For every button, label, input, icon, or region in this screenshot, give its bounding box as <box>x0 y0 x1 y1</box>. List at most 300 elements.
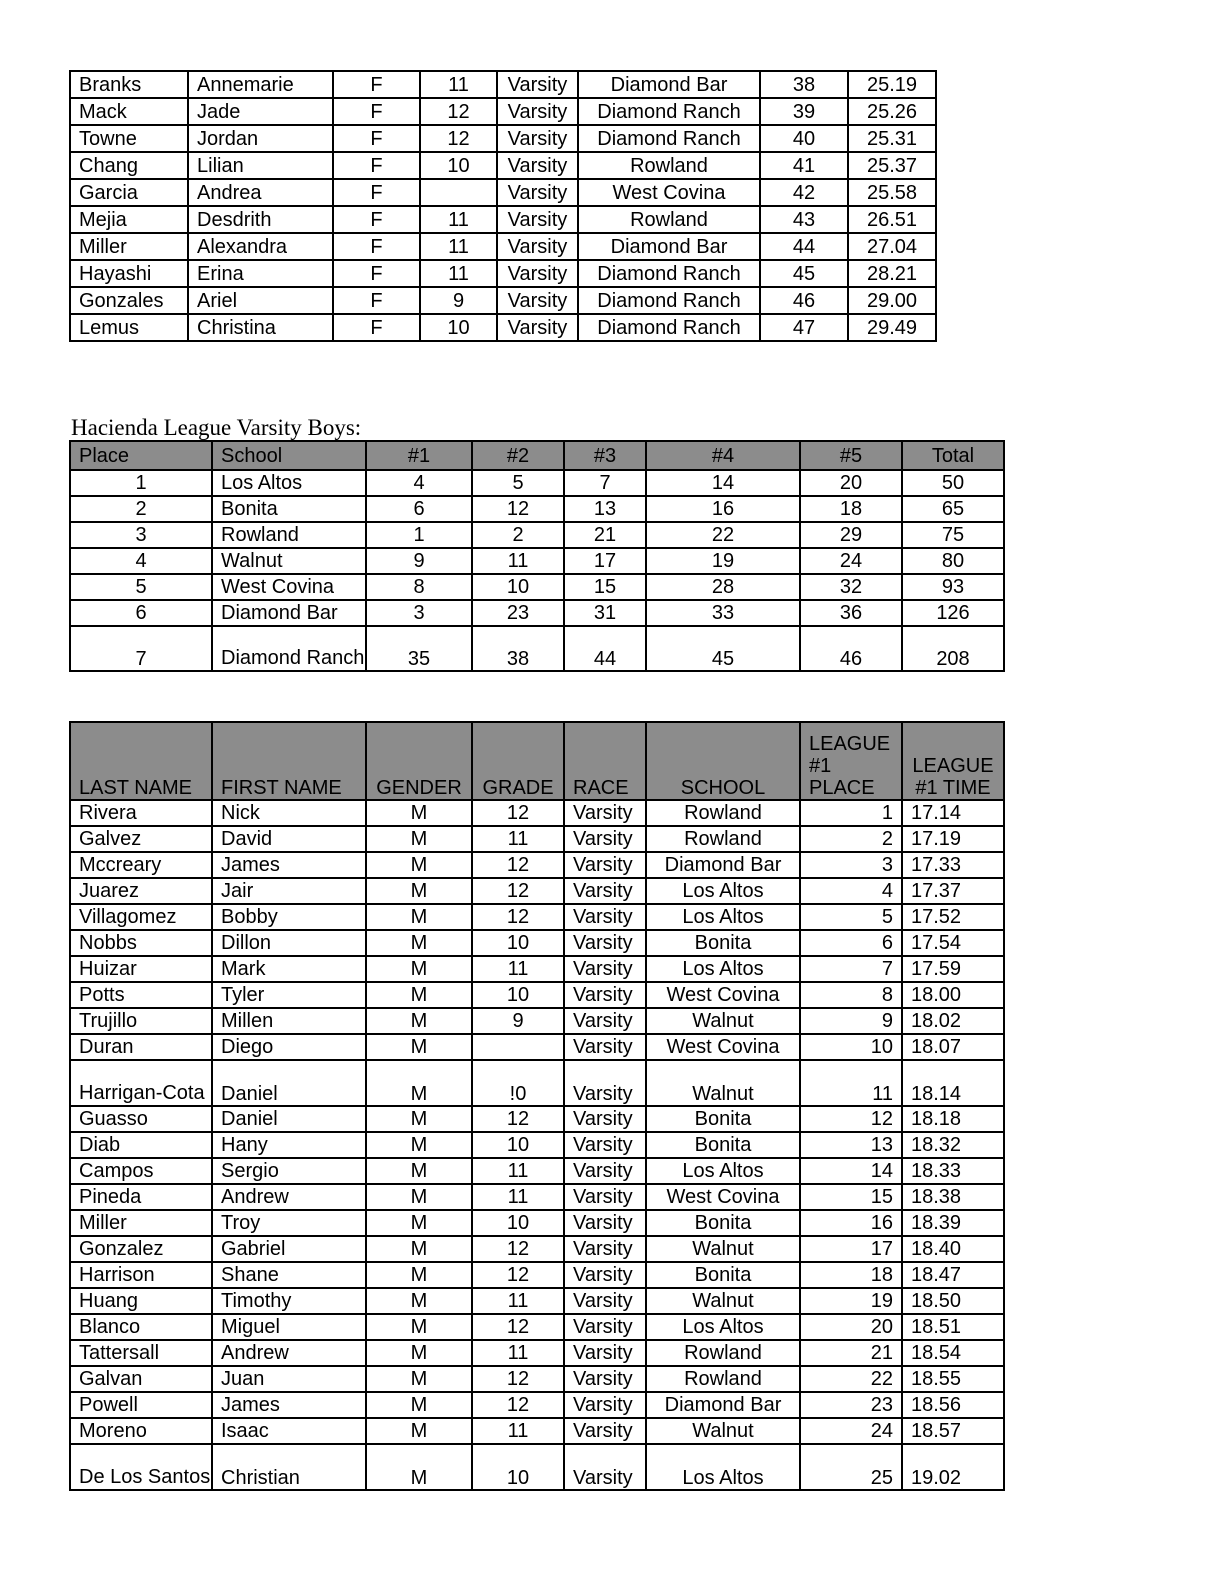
gender-cell: M <box>366 1444 472 1490</box>
race-cell: Varsity <box>497 179 578 206</box>
race-cell: Varsity <box>497 260 578 287</box>
column-header: SCHOOL <box>646 722 800 800</box>
place-cell: 6 <box>800 930 902 956</box>
grade-cell: 12 <box>472 852 564 878</box>
school-cell: Bonita <box>646 1210 800 1236</box>
last-name-cell: Moreno <box>70 1418 212 1444</box>
school-cell: Walnut <box>212 548 366 574</box>
first-name-cell: Andrew <box>212 1340 366 1366</box>
school-cell: Walnut <box>646 1060 800 1106</box>
place-cell: 3 <box>800 852 902 878</box>
gender-cell: M <box>366 1008 472 1034</box>
race-cell: Varsity <box>564 1444 646 1490</box>
gender-cell: M <box>366 1314 472 1340</box>
first-name-cell: Jordan <box>188 125 333 152</box>
table-row <box>70 1418 1004 1444</box>
runner-3-cell: 13 <box>564 496 646 522</box>
gender-cell: F <box>333 98 420 125</box>
table-row <box>70 496 1004 522</box>
last-name-cell: Towne <box>70 125 188 152</box>
last-name-cell: Harrigan-Cota <box>70 1060 212 1106</box>
table-row <box>70 1444 1004 1490</box>
table-row <box>70 1158 1004 1184</box>
time-cell: 25.37 <box>848 152 936 179</box>
race-cell: Varsity <box>564 1288 646 1314</box>
grade-cell: 11 <box>472 1340 564 1366</box>
last-name-cell: Guasso <box>70 1106 212 1132</box>
runner-4-cell: 45 <box>646 626 800 671</box>
runner-4-cell: 16 <box>646 496 800 522</box>
total-cell: 65 <box>902 496 1004 522</box>
place-cell: 40 <box>760 125 848 152</box>
time-cell: 18.51 <box>902 1314 1004 1340</box>
grade-cell: 12 <box>472 1366 564 1392</box>
grade-cell: 9 <box>472 1008 564 1034</box>
last-name-cell: Harrison <box>70 1262 212 1288</box>
time-cell: 25.31 <box>848 125 936 152</box>
runner-5-cell: 20 <box>800 470 902 496</box>
first-name-cell: Annemarie <box>188 71 333 98</box>
first-name-cell: Dillon <box>212 930 366 956</box>
last-name-cell: Hayashi <box>70 260 188 287</box>
time-cell: 17.54 <box>902 930 1004 956</box>
school-cell: West Covina <box>646 982 800 1008</box>
last-name-cell: Huang <box>70 1288 212 1314</box>
time-cell: 17.52 <box>902 904 1004 930</box>
time-cell: 19.02 <box>902 1444 1004 1490</box>
grade-cell: 12 <box>472 1392 564 1418</box>
gender-cell: M <box>366 930 472 956</box>
school-cell: Diamond Bar <box>578 71 760 98</box>
time-cell: 26.51 <box>848 206 936 233</box>
time-cell: 17.37 <box>902 878 1004 904</box>
column-header: #1 <box>366 441 472 470</box>
school-cell: Los Altos <box>212 470 366 496</box>
race-cell: Varsity <box>564 1262 646 1288</box>
race-cell: Varsity <box>564 1314 646 1340</box>
total-cell: 50 <box>902 470 1004 496</box>
school-cell: Bonita <box>646 1106 800 1132</box>
table-header-row <box>70 441 1004 470</box>
table-row <box>70 233 936 260</box>
place-cell: 1 <box>800 800 902 826</box>
runner-2-cell: 2 <box>472 522 564 548</box>
gender-cell: M <box>366 1210 472 1236</box>
column-header: #5 <box>800 441 902 470</box>
table-row <box>70 982 1004 1008</box>
column-header: Total <box>902 441 1004 470</box>
school-cell: Rowland <box>212 522 366 548</box>
grade-cell: 9 <box>420 287 497 314</box>
table-row <box>70 1184 1004 1210</box>
first-name-cell: David <box>212 826 366 852</box>
table-row <box>70 1132 1004 1158</box>
time-cell: 17.33 <box>902 852 1004 878</box>
gender-cell: M <box>366 826 472 852</box>
place-cell: 2 <box>800 826 902 852</box>
table-row <box>70 1106 1004 1132</box>
last-name-cell: Tattersall <box>70 1340 212 1366</box>
place-cell: 23 <box>800 1392 902 1418</box>
time-cell: 18.54 <box>902 1340 1004 1366</box>
last-name-cell: Rivera <box>70 800 212 826</box>
place-cell: 39 <box>760 98 848 125</box>
first-name-cell: Nick <box>212 800 366 826</box>
race-cell: Varsity <box>564 852 646 878</box>
time-cell: 17.14 <box>902 800 1004 826</box>
gender-cell: F <box>333 260 420 287</box>
runner-4-cell: 33 <box>646 600 800 626</box>
time-cell: 25.58 <box>848 179 936 206</box>
race-cell: Varsity <box>497 98 578 125</box>
grade-cell: 11 <box>472 1158 564 1184</box>
first-name-cell: Andrew <box>212 1184 366 1210</box>
table-row <box>70 1262 1004 1288</box>
gender-cell: F <box>333 314 420 341</box>
place-cell: 2 <box>70 496 212 522</box>
grade-cell: 11 <box>472 826 564 852</box>
table-row <box>70 125 936 152</box>
school-cell: West Covina <box>578 179 760 206</box>
school-cell: Rowland <box>578 206 760 233</box>
runner-3-cell: 21 <box>564 522 646 548</box>
grade-cell: 10 <box>420 152 497 179</box>
place-cell: 45 <box>760 260 848 287</box>
last-name-cell: Villagomez <box>70 904 212 930</box>
last-name-cell: Mack <box>70 98 188 125</box>
race-cell: Varsity <box>497 233 578 260</box>
runner-4-cell: 19 <box>646 548 800 574</box>
school-cell: West Covina <box>646 1034 800 1060</box>
gender-cell: M <box>366 982 472 1008</box>
column-header: LAST NAME <box>70 722 212 800</box>
table-header-row <box>70 722 1004 800</box>
place-cell: 14 <box>800 1158 902 1184</box>
place-cell: 7 <box>800 956 902 982</box>
last-name-cell: Pineda <box>70 1184 212 1210</box>
gender-cell: F <box>333 233 420 260</box>
gender-cell: F <box>333 287 420 314</box>
school-cell: Diamond Ranch <box>578 287 760 314</box>
table-row <box>70 1210 1004 1236</box>
race-cell: Varsity <box>564 982 646 1008</box>
school-cell: Los Altos <box>646 904 800 930</box>
table-row <box>70 826 1004 852</box>
first-name-cell: Jair <box>212 878 366 904</box>
table-row <box>70 1236 1004 1262</box>
first-name-cell: Ariel <box>188 287 333 314</box>
table-row <box>70 98 936 125</box>
time-cell: 18.55 <box>902 1366 1004 1392</box>
gender-cell: M <box>366 1158 472 1184</box>
grade-cell: 11 <box>472 1288 564 1314</box>
time-cell: 28.21 <box>848 260 936 287</box>
time-cell: 18.32 <box>902 1132 1004 1158</box>
gender-cell: M <box>366 1366 472 1392</box>
school-cell: Bonita <box>646 930 800 956</box>
column-header: #2 <box>472 441 564 470</box>
school-cell: Rowland <box>646 800 800 826</box>
first-name-cell: Alexandra <box>188 233 333 260</box>
last-name-cell: Juarez <box>70 878 212 904</box>
school-cell: Los Altos <box>646 1444 800 1490</box>
school-cell: Diamond Bar <box>578 233 760 260</box>
place-cell: 8 <box>800 982 902 1008</box>
time-cell: 17.19 <box>902 826 1004 852</box>
school-cell: Rowland <box>646 826 800 852</box>
table-row <box>70 1366 1004 1392</box>
race-cell: Varsity <box>564 826 646 852</box>
grade-cell: 11 <box>472 956 564 982</box>
time-cell: 29.00 <box>848 287 936 314</box>
first-name-cell: Lilian <box>188 152 333 179</box>
last-name-cell: Campos <box>70 1158 212 1184</box>
school-cell: Diamond Bar <box>212 600 366 626</box>
place-cell: 13 <box>800 1132 902 1158</box>
last-name-cell: Galvez <box>70 826 212 852</box>
place-cell: 44 <box>760 233 848 260</box>
column-header: Place <box>70 441 212 470</box>
place-cell: 43 <box>760 206 848 233</box>
last-name-cell: Miller <box>70 233 188 260</box>
table-row <box>70 930 1004 956</box>
grade-cell: 12 <box>472 1314 564 1340</box>
grade-cell: 10 <box>472 982 564 1008</box>
last-name-cell: Huizar <box>70 956 212 982</box>
grade-cell: 11 <box>420 233 497 260</box>
gender-cell: F <box>333 179 420 206</box>
last-name-cell: Mejia <box>70 206 188 233</box>
first-name-cell: Bobby <box>212 904 366 930</box>
last-name-cell: Chang <box>70 152 188 179</box>
time-cell: 18.00 <box>902 982 1004 1008</box>
time-cell: 18.56 <box>902 1392 1004 1418</box>
place-cell: 3 <box>70 522 212 548</box>
race-cell: Varsity <box>564 878 646 904</box>
race-cell: Varsity <box>564 956 646 982</box>
table-row <box>70 1060 1004 1106</box>
first-name-cell: Tyler <box>212 982 366 1008</box>
place-cell: 6 <box>70 600 212 626</box>
column-header: GENDER <box>366 722 472 800</box>
school-cell: Los Altos <box>646 956 800 982</box>
table-row <box>70 1008 1004 1034</box>
grade-cell <box>420 179 497 206</box>
first-name-cell: Christina <box>188 314 333 341</box>
race-cell: Varsity <box>497 206 578 233</box>
school-cell: West Covina <box>212 574 366 600</box>
school-cell: Diamond Ranch <box>212 626 366 671</box>
place-cell: 20 <box>800 1314 902 1340</box>
first-name-cell: Juan <box>212 1366 366 1392</box>
gender-cell: F <box>333 152 420 179</box>
column-header: LEAGUE #1 PLACE <box>800 722 902 800</box>
column-header: #3 <box>564 441 646 470</box>
table-row <box>70 1340 1004 1366</box>
race-cell: Varsity <box>497 71 578 98</box>
girls-results-table <box>69 70 937 342</box>
school-cell: Diamond Ranch <box>578 125 760 152</box>
time-cell: 18.14 <box>902 1060 1004 1106</box>
first-name-cell: James <box>212 852 366 878</box>
school-cell: Bonita <box>646 1262 800 1288</box>
place-cell: 21 <box>800 1340 902 1366</box>
place-cell: 46 <box>760 287 848 314</box>
grade-cell: 11 <box>472 1418 564 1444</box>
runner-2-cell: 38 <box>472 626 564 671</box>
grade-cell: 10 <box>472 930 564 956</box>
race-cell: Varsity <box>564 1340 646 1366</box>
place-cell: 9 <box>800 1008 902 1034</box>
place-cell: 12 <box>800 1106 902 1132</box>
last-name-cell: Gonzalez <box>70 1236 212 1262</box>
school-cell: Bonita <box>646 1132 800 1158</box>
first-name-cell: Andrea <box>188 179 333 206</box>
last-name-cell: Miller <box>70 1210 212 1236</box>
time-cell: 18.39 <box>902 1210 1004 1236</box>
race-cell: Varsity <box>564 1392 646 1418</box>
race-cell: Varsity <box>564 1210 646 1236</box>
grade-cell: 10 <box>472 1132 564 1158</box>
grade-cell: 10 <box>420 314 497 341</box>
race-cell: Varsity <box>564 1418 646 1444</box>
school-cell: Walnut <box>646 1008 800 1034</box>
grade-cell: 12 <box>420 125 497 152</box>
table-row <box>70 1314 1004 1340</box>
time-cell: 18.47 <box>902 1262 1004 1288</box>
runner-1-cell: 3 <box>366 600 472 626</box>
grade-cell: 12 <box>472 1262 564 1288</box>
gender-cell: M <box>366 1184 472 1210</box>
gender-cell: M <box>366 1340 472 1366</box>
time-cell: 18.40 <box>902 1236 1004 1262</box>
runner-2-cell: 12 <box>472 496 564 522</box>
school-cell: Diamond Bar <box>646 852 800 878</box>
grade-cell: 12 <box>472 800 564 826</box>
race-cell: Varsity <box>564 1060 646 1106</box>
time-cell: 25.19 <box>848 71 936 98</box>
runner-5-cell: 32 <box>800 574 902 600</box>
race-cell: Varsity <box>497 314 578 341</box>
first-name-cell: Jade <box>188 98 333 125</box>
school-cell: Rowland <box>578 152 760 179</box>
table-row <box>70 574 1004 600</box>
team-standings-table <box>69 440 1005 672</box>
school-cell: Walnut <box>646 1236 800 1262</box>
first-name-cell: Diego <box>212 1034 366 1060</box>
table-row <box>70 548 1004 574</box>
place-cell: 4 <box>70 548 212 574</box>
runner-4-cell: 28 <box>646 574 800 600</box>
race-cell: Varsity <box>564 930 646 956</box>
place-cell: 22 <box>800 1366 902 1392</box>
column-header: GRADE <box>472 722 564 800</box>
first-name-cell: James <box>212 1392 366 1418</box>
grade-cell: 10 <box>472 1444 564 1490</box>
gender-cell: F <box>333 206 420 233</box>
place-cell: 5 <box>70 574 212 600</box>
table-row <box>70 71 936 98</box>
runner-5-cell: 18 <box>800 496 902 522</box>
first-name-cell: Isaac <box>212 1418 366 1444</box>
gender-cell: M <box>366 1262 472 1288</box>
gender-cell: M <box>366 800 472 826</box>
table-row <box>70 314 936 341</box>
table-row <box>70 522 1004 548</box>
total-cell: 208 <box>902 626 1004 671</box>
grade-cell: 10 <box>472 1210 564 1236</box>
time-cell: 18.38 <box>902 1184 1004 1210</box>
gender-cell: F <box>333 71 420 98</box>
table-row <box>70 1288 1004 1314</box>
time-cell: 18.02 <box>902 1008 1004 1034</box>
time-cell: 18.33 <box>902 1158 1004 1184</box>
race-cell: Varsity <box>564 1158 646 1184</box>
table-row <box>70 1392 1004 1418</box>
school-cell: Rowland <box>646 1366 800 1392</box>
grade-cell: 11 <box>420 260 497 287</box>
table-row <box>70 852 1004 878</box>
team-standings-title: Hacienda League Varsity Boys: <box>71 415 362 440</box>
runner-3-cell: 7 <box>564 470 646 496</box>
place-cell: 38 <box>760 71 848 98</box>
table-row <box>70 800 1004 826</box>
gender-cell: M <box>366 878 472 904</box>
runner-1-cell: 8 <box>366 574 472 600</box>
gender-cell: M <box>366 1034 472 1060</box>
school-cell: Walnut <box>646 1418 800 1444</box>
table-row <box>70 206 936 233</box>
runner-5-cell: 36 <box>800 600 902 626</box>
school-cell: Los Altos <box>646 878 800 904</box>
last-name-cell: Trujillo <box>70 1008 212 1034</box>
first-name-cell: Daniel <box>212 1060 366 1106</box>
column-header: LEAGUE #1 TIME <box>902 722 1004 800</box>
place-cell: 47 <box>760 314 848 341</box>
runner-2-cell: 10 <box>472 574 564 600</box>
boys-results-table <box>69 721 1005 1491</box>
race-cell: Varsity <box>564 1106 646 1132</box>
runner-2-cell: 5 <box>472 470 564 496</box>
gender-cell: F <box>333 125 420 152</box>
gender-cell: M <box>366 1106 472 1132</box>
time-cell: 17.59 <box>902 956 1004 982</box>
gender-cell: M <box>366 956 472 982</box>
school-cell: Diamond Ranch <box>578 98 760 125</box>
place-cell: 5 <box>800 904 902 930</box>
race-cell: Varsity <box>564 1366 646 1392</box>
gender-cell: M <box>366 852 472 878</box>
race-cell: Varsity <box>564 1008 646 1034</box>
column-header: RACE <box>564 722 646 800</box>
last-name-cell: De Los Santos <box>70 1444 212 1490</box>
gender-cell: M <box>366 1132 472 1158</box>
total-cell: 126 <box>902 600 1004 626</box>
place-cell: 18 <box>800 1262 902 1288</box>
total-cell: 93 <box>902 574 1004 600</box>
gender-cell: M <box>366 1060 472 1106</box>
first-name-cell: Mark <box>212 956 366 982</box>
first-name-cell: Troy <box>212 1210 366 1236</box>
grade-cell: 12 <box>472 904 564 930</box>
first-name-cell: Desdrith <box>188 206 333 233</box>
gender-cell: M <box>366 904 472 930</box>
place-cell: 10 <box>800 1034 902 1060</box>
place-cell: 4 <box>800 878 902 904</box>
time-cell: 18.50 <box>902 1288 1004 1314</box>
first-name-cell: Gabriel <box>212 1236 366 1262</box>
table-row <box>70 179 936 206</box>
